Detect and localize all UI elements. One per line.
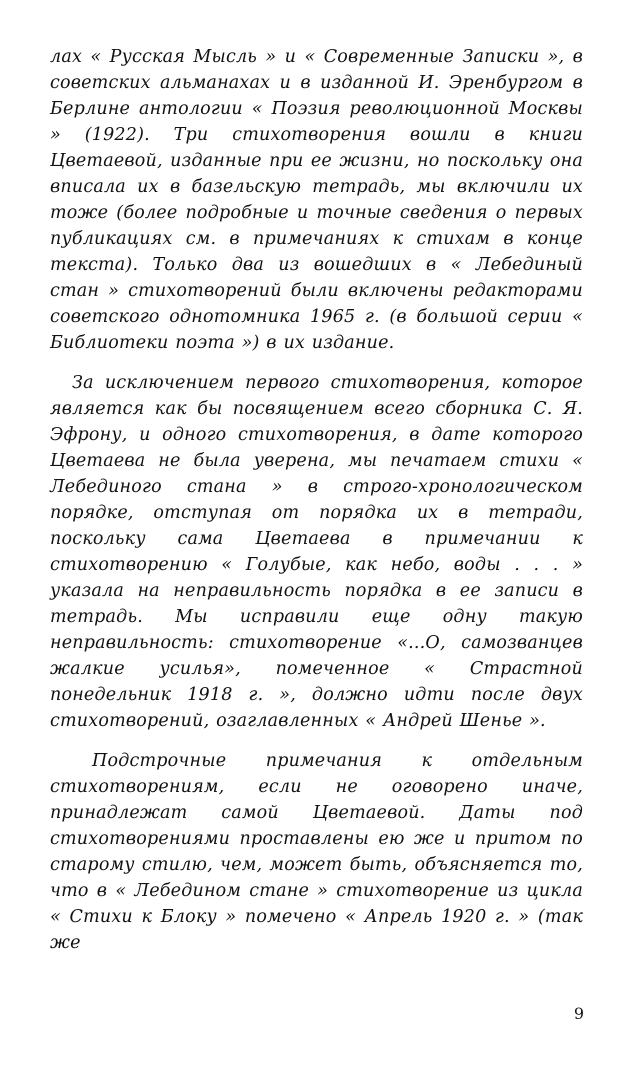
page-text-block [50,44,583,956]
page-number: 9 [573,1004,584,1023]
paragraph-publications: лах « Русская Мысль » и « Современные Записки », в советских альманахах и в изданной И. Эренбургом в Берлине антологии « Поэзия революционной Москвы » (1922). Три стихотворения вошли в книги Цветаевой, изданные при ее жизни, но поскольку она вписала их в базельскую тетрадь, мы включили их тоже (более подробные и точные сведения о первых публикациях см. в примечаниях к стихам в конце текста). Только два из вошедших в « Лебединый стан » стихотворений были включены редакторами советского однотомника 1965 г. (в большой серии « Библиотеки поэта ») в их издание. [50,47,583,353]
paragraph-footnotes: Подстрочные примечания к отдельным стихотворениям, если не оговорено иначе, принадлежат самой Цветаевой. Даты под стихотворениями проставлены ею же и притом по старому стилю, чем, может быть, объясняется то, что в « Лебедином стане » стихотворение из цикла « Стихи к Блоку » помечено « Апрель 1920 г. » (так же [50,751,583,953]
paragraph-order: За исключением первого стихотворения, которое является как бы посвящением всего сборника С. Я. Эфрону, и одного стихотворения, в дате которого Цветаева не была уверена, мы печатаем стихи « Лебединого стана » в строго-хронологическом порядке, отступая от порядка их в тетради, поскольку сама Цветаева в примечании к стихотворению « Голубые, как небо, воды . . . » указала на неправильность порядка в ее записи в тетрадь. Мы исправили еще одну такую неправильность: стихотворение «...О, самозванцев жалкие усилья», помеченное « Страстной понедельник 1918 г. », должно идти после двух стихотворений, озаглавленных « Андрей Шенье ». [50,373,583,731]
